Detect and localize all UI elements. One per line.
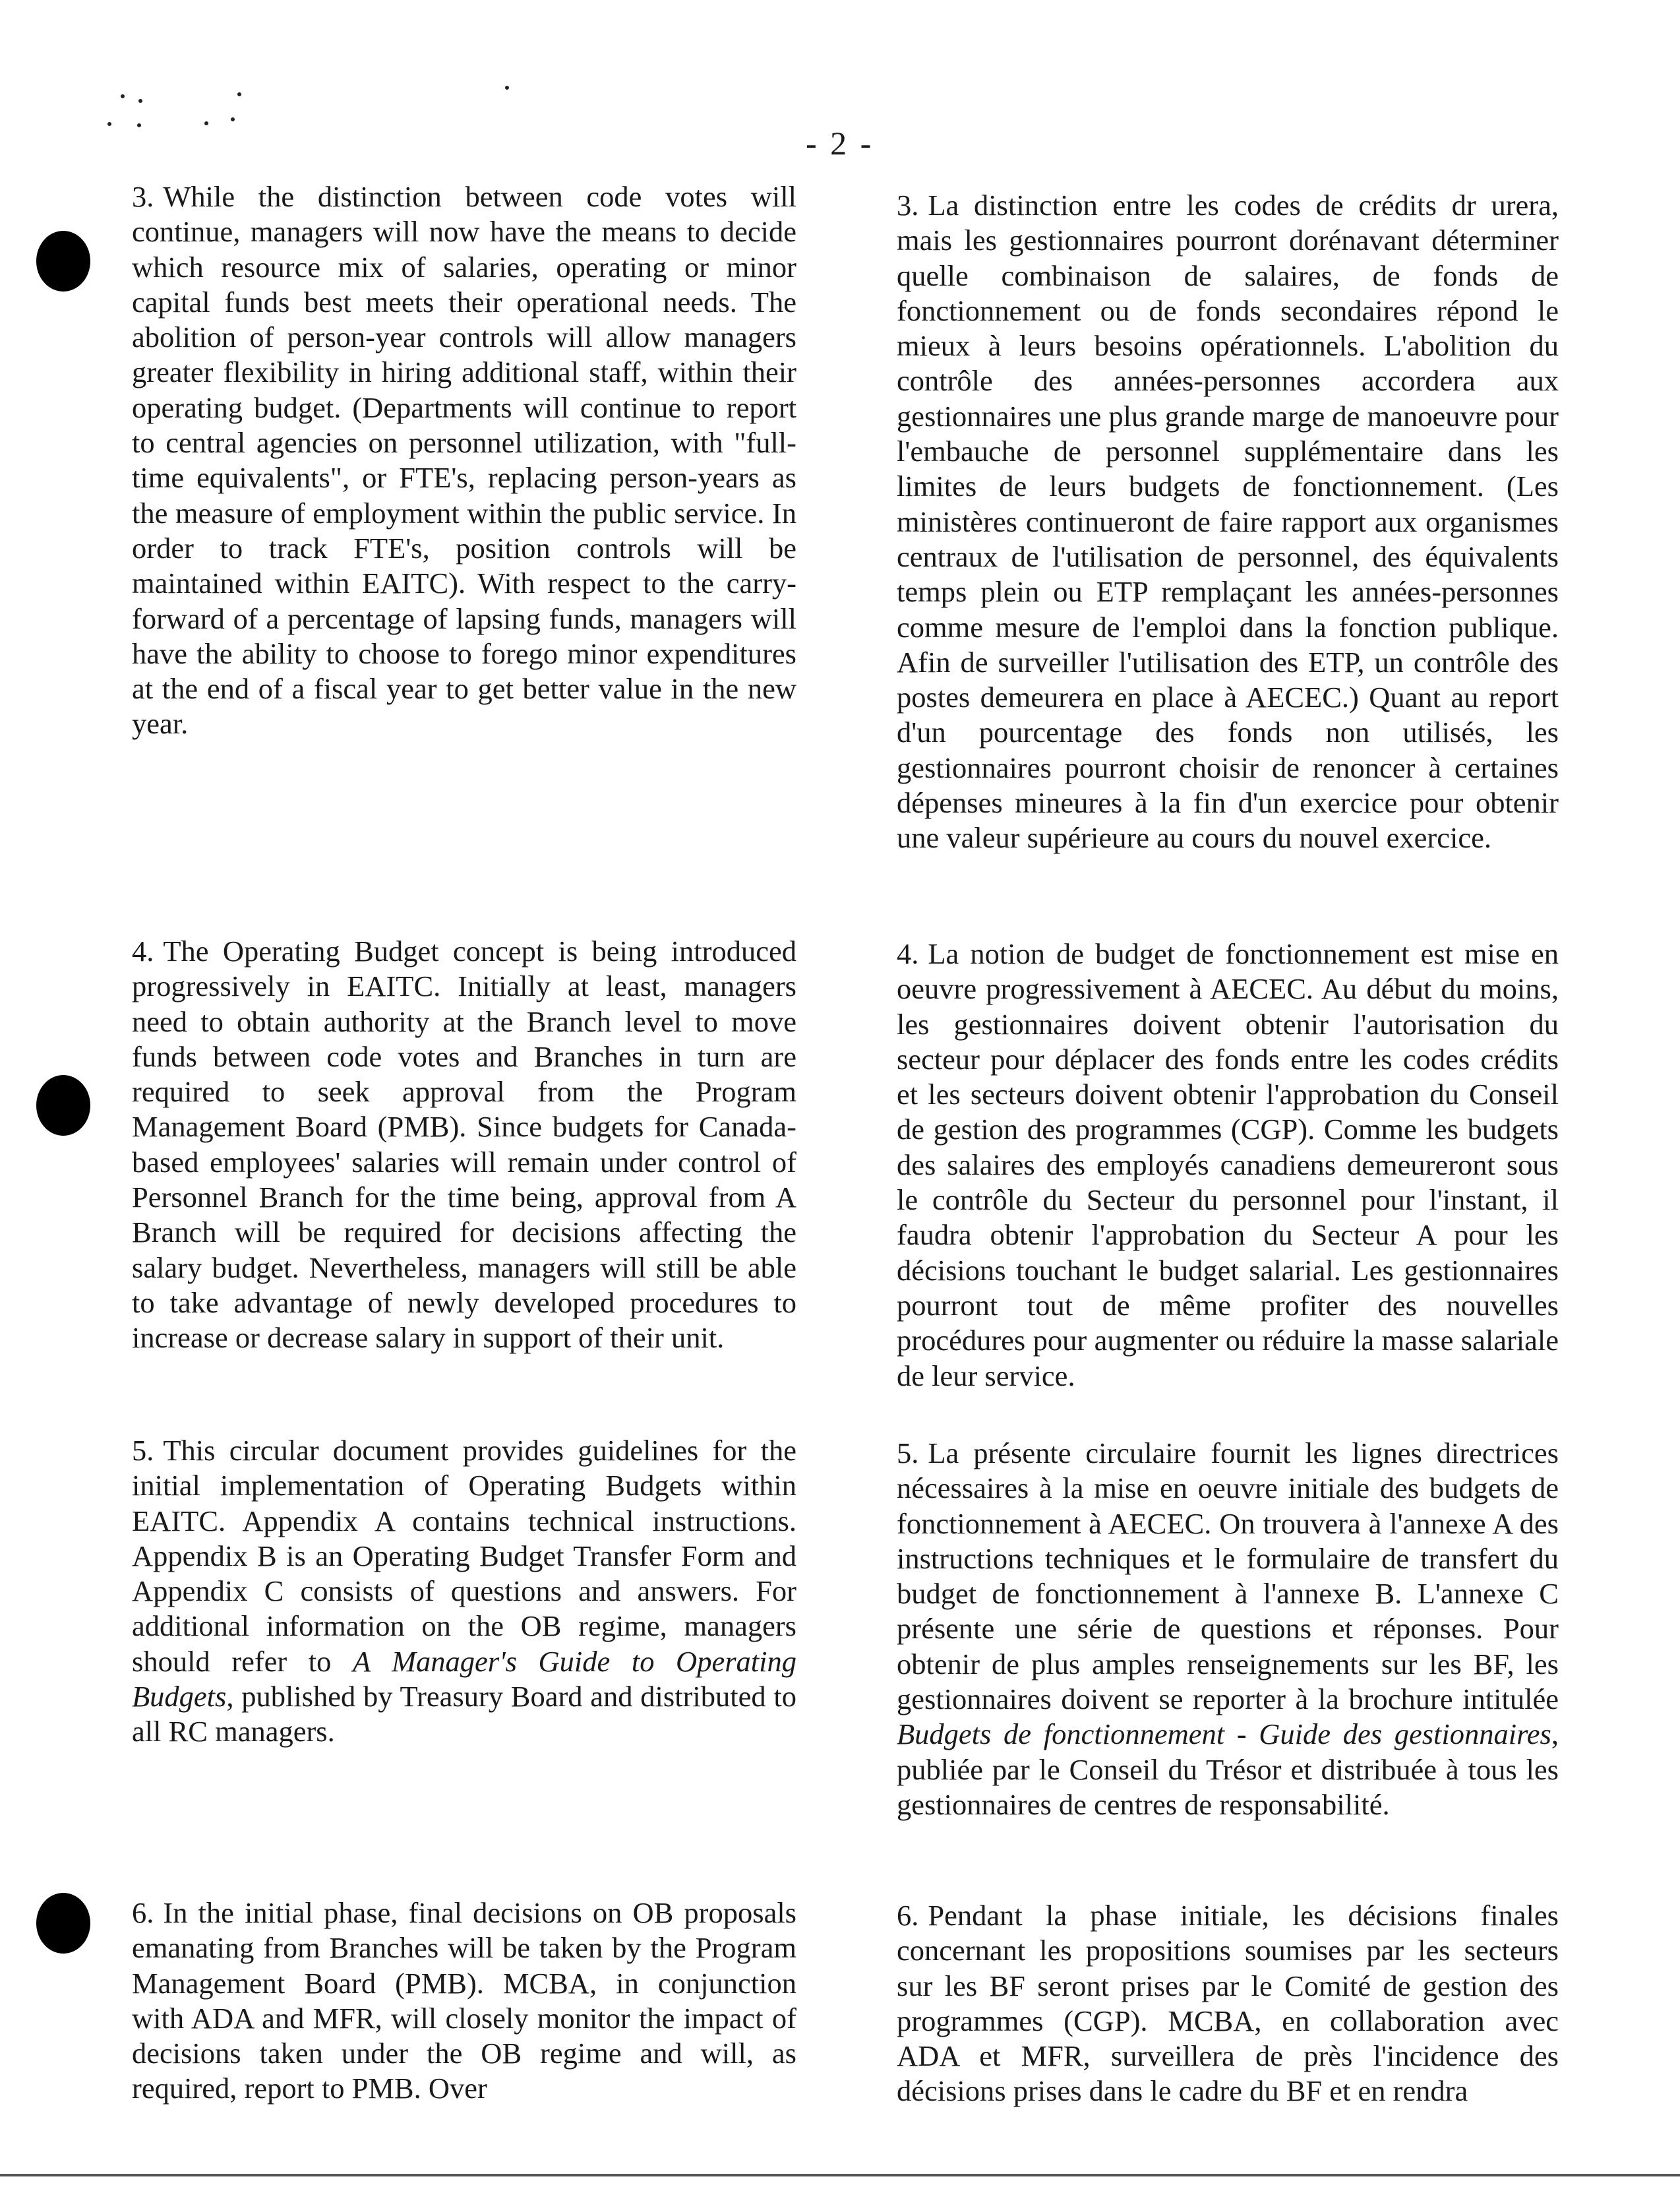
page-number: - 2 - — [806, 125, 874, 162]
english-paragraph-6 — [132, 1896, 796, 2107]
english-paragraph-3 — [132, 179, 796, 742]
english-paragraph-4 — [132, 934, 796, 1356]
paragraph-number: 5. — [132, 1434, 154, 1467]
paragraph-text: , publiée par le Conseil du Trésor et distribuée à tous les gestionnaires de centres de responsabilité. — [897, 1717, 1559, 1821]
paragraph-number: 6. — [132, 1896, 154, 1929]
scan-speck — [204, 121, 208, 125]
scan-speck — [138, 99, 142, 103]
punch-hole — [36, 231, 90, 292]
paragraph-text: The Operating Budget concept is being introduced progressively in EAITC. Initially at least, managers need to obtain authority at the Branch level to move funds between code votes and Branches in turn are required to seek approval from the Program Management Board (PMB). Since budgets for Canada-based employees' salaries will remain under control of Personnel Branch for the time being, approval from A Branch will be required for decisions affecting the salary budget. Nevertheless, managers will still be able to take advantage of newly developed procedures to increase or decrease salary in support of their unit. — [132, 935, 796, 1355]
page-bottom-edge — [0, 2174, 1680, 2176]
paragraph-number: 3. — [897, 189, 919, 222]
publication-title: Budgets de fonctionnement - Guide des gestionnaires — [897, 1717, 1551, 1751]
scan-speck — [237, 92, 241, 96]
french-paragraph-5 — [897, 1436, 1559, 1822]
paragraph-text: , published by Treasury Board and distributed to all RC managers. — [132, 1680, 796, 1748]
paragraph-number: 3. — [132, 180, 154, 213]
paragraph-text: This circular document provides guidelines for the initial implementation of Operating Budgets within EAITC. Appendix A contains technical instructions. Appendix B is an Operating Budget Transfer Form and Appendix C consists of questions and answers. For additional information on the OB regime, managers should refer to — [132, 1434, 796, 1678]
french-paragraph-3 — [897, 188, 1559, 856]
scan-speck — [231, 117, 235, 121]
punch-hole — [36, 1075, 90, 1136]
english-paragraph-5 — [132, 1433, 796, 1750]
paragraph-number: 4. — [132, 935, 154, 968]
paragraph-text: La présente circulaire fournit les lignes directrices nécessaires à la mise en oeuvre initiale des budgets de fonctionnement à AECEC. On trouvera à l'annexe A des instructions techniques et le formulaire de transfert du budget de fonctionnement à l'annexe B. L'annexe C présente une série de questions et réponses. Pour obtenir de plus amples renseignements sur les BF, les gestionnaires doivent se reporter à la brochure intitulée — [897, 1436, 1559, 1716]
paragraph-text: La notion de budget de fonctionnement est mise en oeuvre progressivement à AECEC. Au début du moins, les gestionnaires doivent obtenir l'autorisation du secteur pour déplacer des fonds entre les codes crédits et les secteurs doivent obtenir l'approbation du Conseil de gestion des programmes (CGP). Comme les budgets des salaires des employés canadiens demeureront sous le contrôle du Secteur du personnel pour l'instant, il faudra obtenir l'approbation du Secteur A pour les décisions touchant le budget salarial. Les gestionnaires pourront tout de même profiter des nouvelles procédures pour augmenter ou réduire la masse salariale de leur service. — [897, 937, 1559, 1392]
scan-speck — [107, 122, 111, 126]
french-paragraph-4 — [897, 937, 1559, 1394]
paragraph-text: In the initial phase, final decisions on OB proposals emanating from Branches will be taken by the Program Management Board (PMB). MCBA, in conjunction with ADA and MFR, will closely monitor the impact of decisions taken under the OB regime and will, as required, report to PMB. Over — [132, 1896, 796, 2105]
publication-title: A Manager's Guide to Operating Budgets — [132, 1644, 796, 1713]
paragraph-number: 5. — [897, 1436, 919, 1469]
paragraph-text: La distinction entre les codes de crédits dr urera, mais les gestionnaires pourront dorénavant déterminer quelle combinaison de salaires, de fonds de fonctionnement ou de fonds secondaires répond le mieux à leurs besoins opérationnels. L'abolition du contrôle des années-personnes accordera aux gestionnaires une plus grande marge de manoeuvre pour l'embauche de personnel supplémentaire dans les limites de leurs budgets de fonctionnement. (Les ministères continueront de faire rapport aux organismes centraux de l'utilisation de personnel, des équivalents temps plein ou ETP remplaçant les années-personnes comme mesure de l'emploi dans la fonction publique. Afin de surveiller l'utilisation des ETP, un contrôle des postes demeurera en place à AECEC.) Quant au report d'un pourcentage des fonds non utilisés, les gestionnaires pourront choisir de renoncer à certaines dépenses mineures à la fin d'un exercice pour obtenir une valeur supérieure au cours du nouvel exercice. — [897, 189, 1559, 855]
french-paragraph-6 — [897, 1898, 1559, 2109]
paragraph-number: 4. — [897, 937, 919, 970]
paragraph-text: While the distinction between code votes will continue, managers will now have the means to decide which resource mix of salaries, operating or minor capital funds best meets their operational needs. The abolition of person-year controls will allow managers greater flexibility in hiring additional staff, within their operating budget. (Departments will continue to report to central agencies on personnel utilization, with "full-time equivalents", or FTE's, replacing person-years as the measure of employment within the public service. In order to track FTE's, position controls will be maintained within EAITC). With respect to the carry-forward of a percentage of lapsing funds, managers will have the ability to choose to forego minor expenditures at the end of a fiscal year to get better value in the new year. — [132, 180, 796, 741]
paragraph-number: 6. — [897, 1899, 919, 1932]
paragraph-text: Pendant la phase initiale, les décisions finales concernant les propositions soumises par les secteurs sur les BF seront prises par le Comité de gestion des programmes (CGP). MCBA, en collaboration avec ADA et MFR, surveillera de près l'incidence des décisions prises dans le cadre du BF et en rendra — [897, 1899, 1559, 2108]
scan-speck — [505, 86, 509, 90]
punch-hole — [36, 1893, 90, 1954]
scan-speck — [121, 94, 125, 98]
scan-speck — [137, 123, 141, 127]
